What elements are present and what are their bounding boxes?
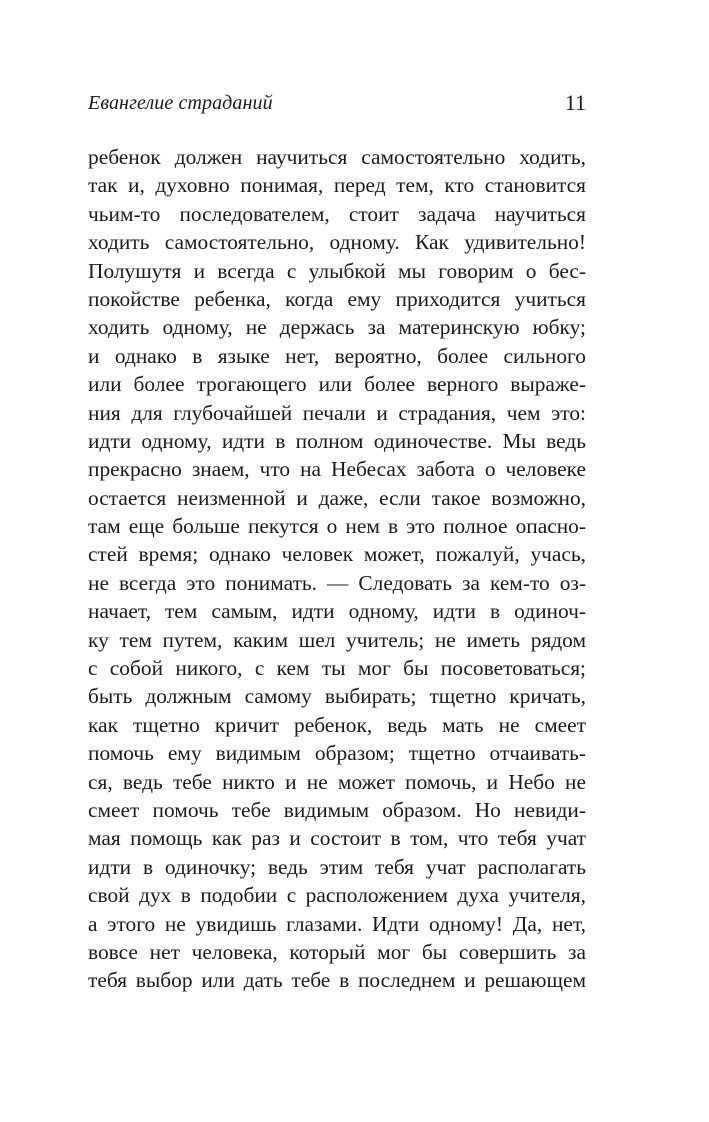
text-line: не всегда это понимать. — Следовать за кем-то оз- bbox=[88, 570, 586, 595]
text-line: ходить самостоятельно, одному. Как удивительно! bbox=[88, 230, 586, 255]
running-header bbox=[88, 88, 586, 118]
text-line: быть должным самому выбирать; тщетно кричать, bbox=[88, 684, 586, 709]
text-line: и однако в языке нет, вероятно, более сильного bbox=[88, 343, 586, 368]
text-line: стей время; однако человек может, пожалуй, учась, bbox=[88, 542, 586, 567]
text-line: Полушутя и всегда с улыбкой мы говорим о бес- bbox=[88, 258, 586, 283]
text-line: ния для глубочайшей печали и страдания, чем это: bbox=[88, 400, 586, 425]
text-line: ку тем путем, каким шел учитель; не иметь рядом bbox=[88, 627, 586, 652]
text-line: а этого не увидишь глазами. Идти одному! Да, нет, bbox=[88, 911, 586, 936]
text-line: ребенок должен научиться самостоятельно ходить, bbox=[88, 145, 586, 169]
text-line: ходить одному, не держась за материнскую юбку; bbox=[88, 315, 586, 340]
text-line: вовсе нет человека, который мог бы совершить за bbox=[88, 939, 586, 964]
text-line: так и, духовно понимая, перед тем, кто становится bbox=[88, 173, 586, 198]
page-number: 11 bbox=[564, 90, 586, 115]
text-line: с собой никого, с кем ты мог бы посоветоваться; bbox=[88, 656, 586, 681]
text-line: остается неизменной и даже, если такое возможно, bbox=[88, 485, 586, 510]
text-line: идти одному, идти в полном одиночестве. Мы ведь bbox=[88, 428, 586, 453]
text-line: смеет помочь тебе видимым образом. Но невиди- bbox=[88, 797, 586, 822]
text-line: или более трогающего или более верного выраже- bbox=[88, 372, 586, 397]
text-line: ся, ведь тебе никто и не может помочь, и Небо не bbox=[88, 769, 586, 794]
text-line: мая помощь как раз и состоит в том, что тебя учат bbox=[88, 826, 586, 851]
text-line: чьим-то последователем, стоит задача научиться bbox=[88, 201, 586, 226]
text-line: помочь ему видимым образом; тщетно отчаивать- bbox=[88, 741, 586, 766]
text-line: тебя выбор или дать тебе в последнем и решающем bbox=[88, 968, 586, 993]
body-text bbox=[88, 143, 586, 995]
text-line: как тщетно кричит ребенок, ведь мать не смеет bbox=[88, 712, 586, 737]
text-line: начает, тем самым, идти одному, идти в одиноч- bbox=[88, 599, 586, 624]
text-line: там еще больше пекутся о нем в это полное опасно- bbox=[88, 514, 586, 539]
text-line: свой дух в подобии с расположением духа учителя, bbox=[88, 883, 586, 908]
text-line: идти в одиночку; ведь этим тебя учат располагать bbox=[88, 854, 586, 879]
text-line: покойстве ребенка, когда ему приходится учиться bbox=[88, 286, 586, 311]
text-line: прекрасно знаем, что на Небесах забота о человеке bbox=[88, 457, 586, 482]
running-title: Евангелие страданий bbox=[88, 92, 273, 114]
